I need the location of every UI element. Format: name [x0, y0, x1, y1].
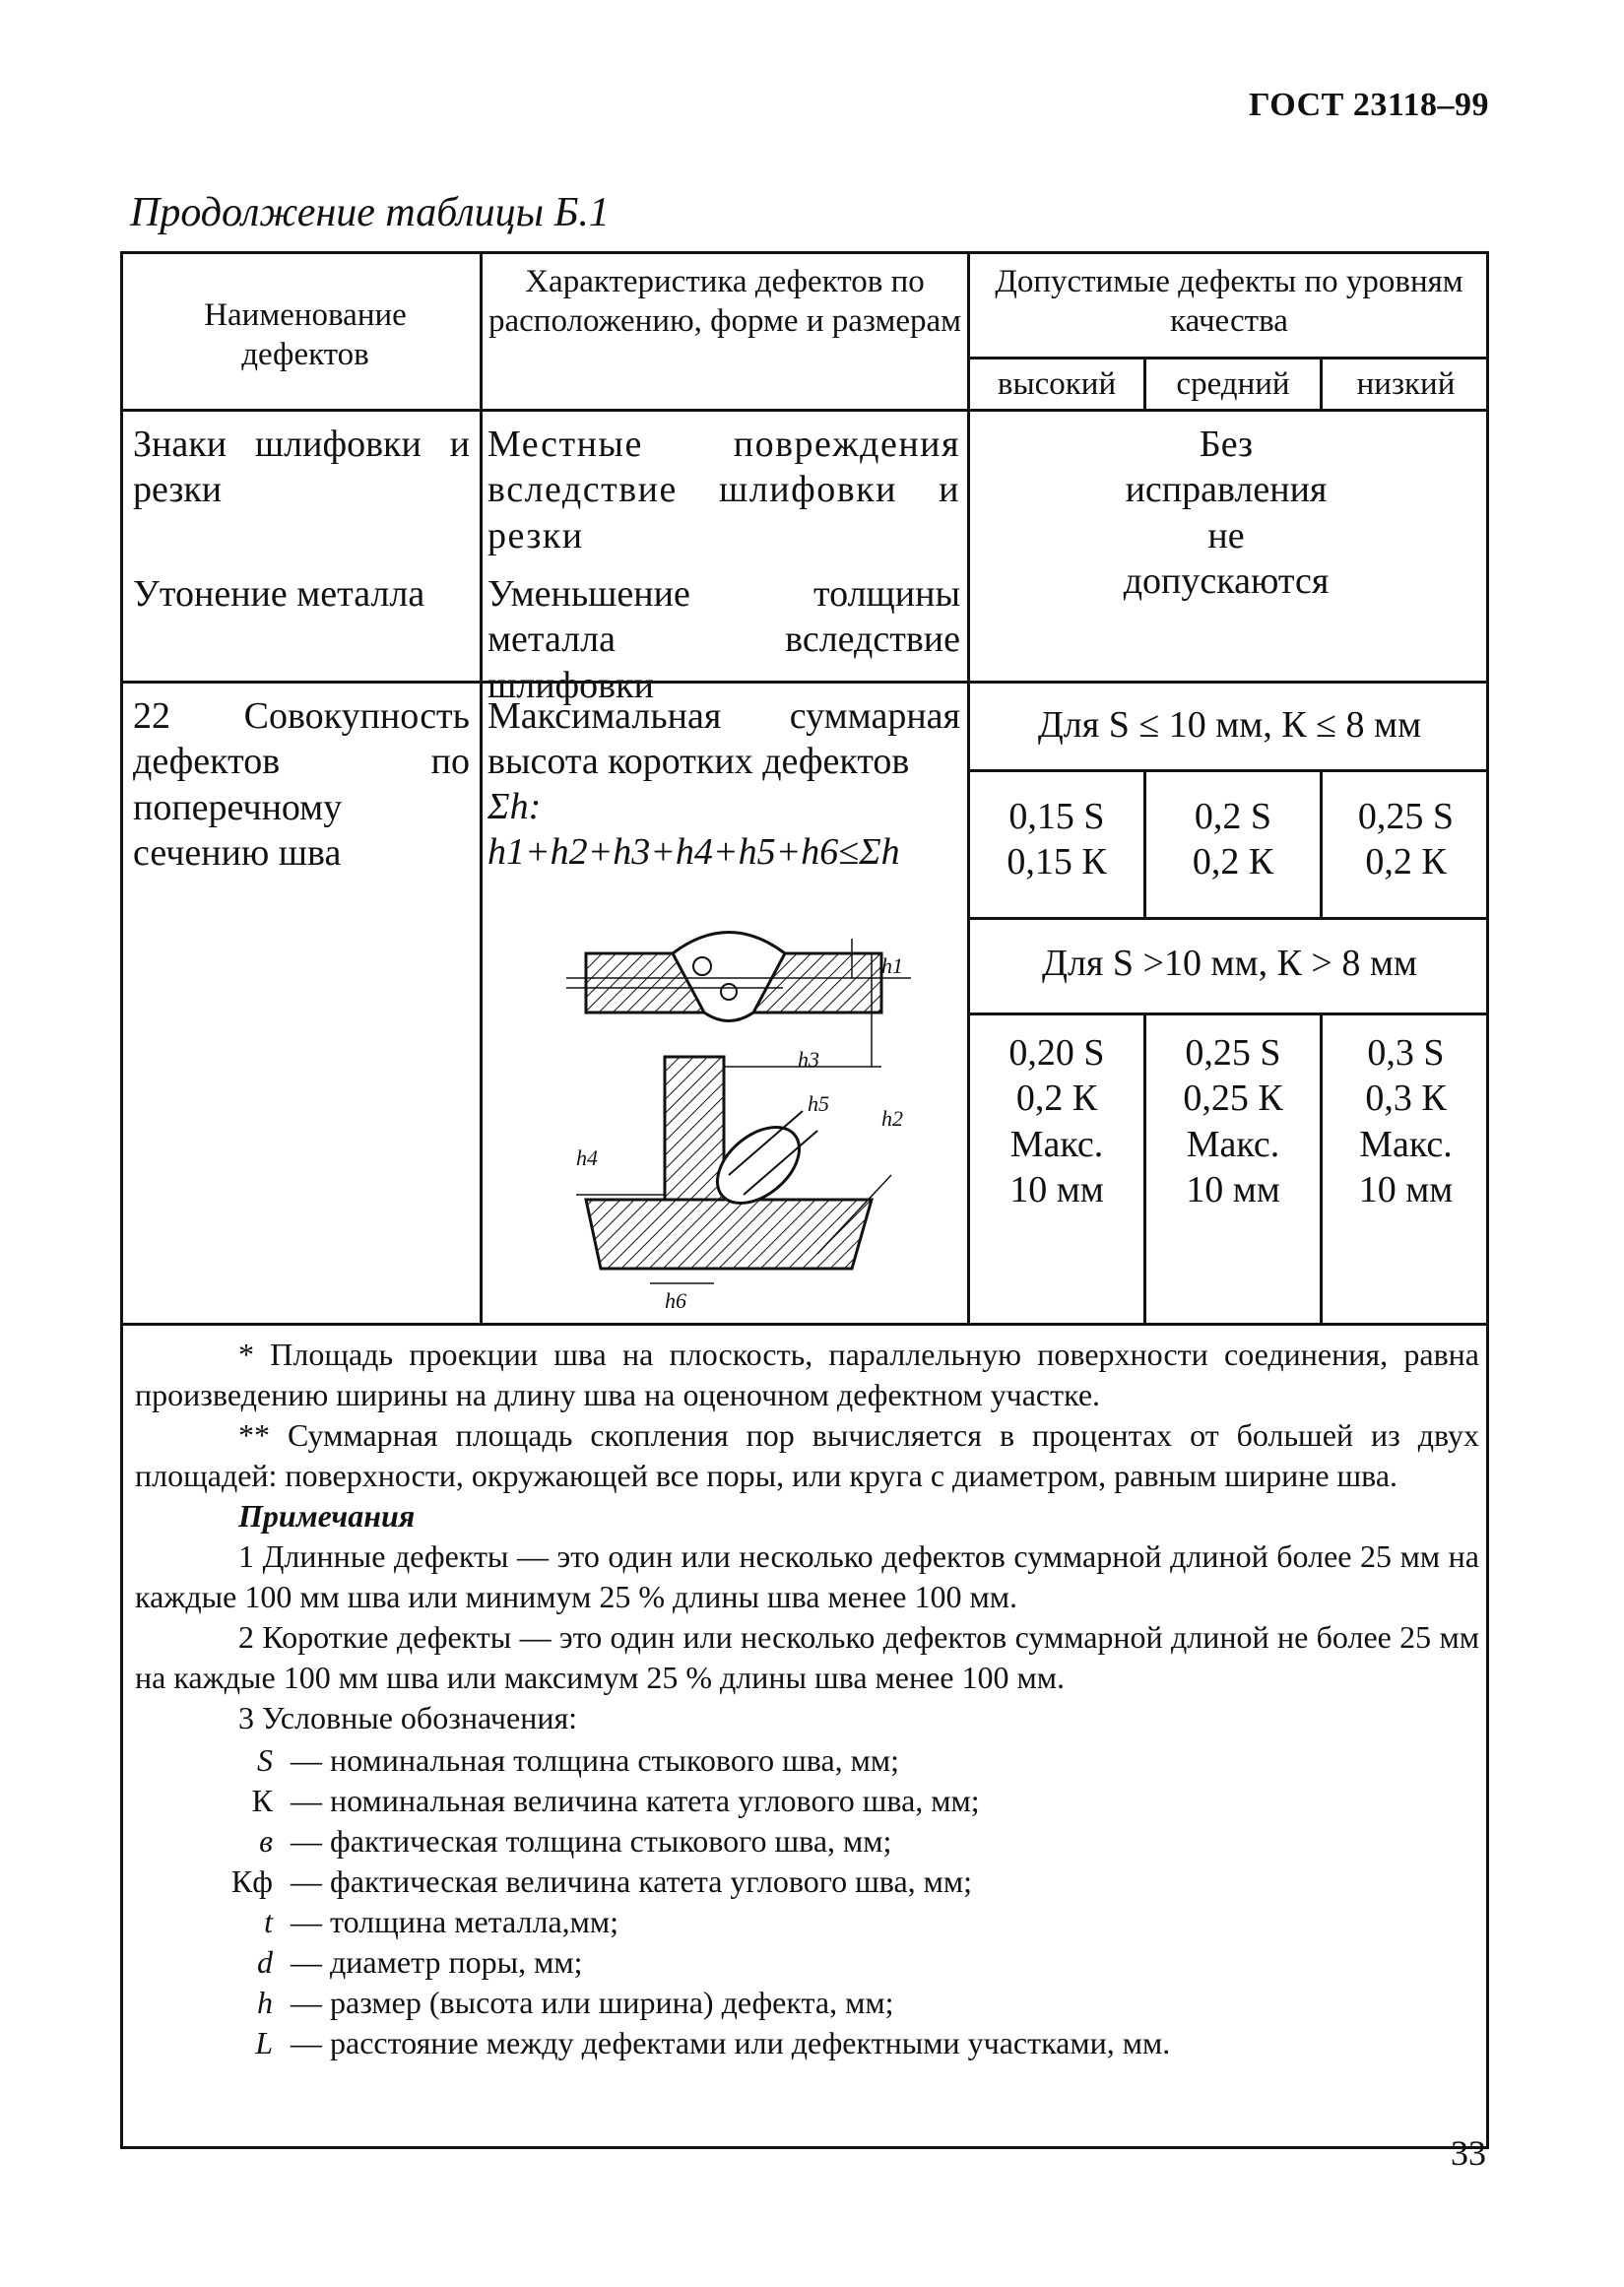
row1-allowed: Без исправления не допускаются: [1123, 424, 1330, 603]
level-high: высокий: [997, 366, 1117, 402]
legend-item: [135, 1942, 1479, 1983]
value-line: 10 мм: [1186, 1169, 1280, 1211]
legend-dash: —: [291, 1741, 322, 1778]
legend-symbol: Кф: [230, 1862, 273, 1899]
value-line: Макс.: [1009, 1123, 1104, 1165]
grid-line: [480, 254, 483, 1323]
note-1: 1 Длинные дефекты — это один или несколько дефектов суммарной длиной более 25 мм на каждые 100 мм шва или минимум 25 % длины шва менее 100 мм.: [135, 1537, 1479, 1614]
legend-item: [135, 1983, 1479, 2023]
legend-description: номинальная толщина стыкового шва, мм;: [330, 1741, 900, 1778]
figure-label-h1: h1: [881, 953, 903, 978]
legend-symbol: К: [251, 1782, 273, 1818]
value-line: 0,25 S: [1357, 796, 1455, 837]
figure-label-h4: h4: [576, 1145, 598, 1170]
row2-name: 22 Совокупность дефектов по поперечному сечению шва: [133, 695, 470, 875]
value-high-2: [970, 1030, 1143, 1212]
header-defect-name: Наименование дефектов: [204, 297, 407, 373]
value-low-2: [1323, 1030, 1489, 1212]
butt-joint: [566, 933, 911, 1021]
value-line: 0,2 К: [1015, 1078, 1098, 1120]
grid-line: [967, 917, 1489, 920]
value-line: Макс.: [1186, 1123, 1280, 1165]
legend-symbol: S: [257, 1741, 273, 1778]
value-line: 0,25 К: [1183, 1078, 1283, 1120]
row2-sum-symbol: Σh:: [487, 786, 542, 827]
row1-char-damage: Местные повреждения вследствие шлифовки и резки: [487, 424, 960, 556]
legend-item: [135, 2023, 1479, 2063]
legend-dash: —: [291, 1862, 322, 1899]
value-line: 0,2 К: [1192, 841, 1274, 883]
legend-symbol: h: [257, 1984, 273, 2020]
row1-name-thinning: Утонение металла: [133, 573, 425, 615]
grid-line: [123, 1323, 1489, 1326]
legend-description: диаметр поры, мм;: [330, 1943, 583, 1980]
level-medium: средний: [1176, 366, 1290, 402]
figure-label-h6: h6: [665, 1288, 686, 1313]
note-2: 2 Короткие дефекты — это один или несколько дефектов суммарной длиной не более 25 мм на каждые 100 мм шва или максимум 25 % длины шва менее 100 мм.: [135, 1618, 1479, 1695]
grid-line: [123, 409, 1489, 412]
legend-item: [135, 1862, 1479, 1902]
value-line: 10 мм: [1358, 1169, 1454, 1211]
note-3: 3 Условные обозначения:: [238, 1699, 578, 1735]
legend-symbol: в: [259, 1822, 273, 1859]
value-line: Макс.: [1359, 1123, 1453, 1165]
row1-name-grinding: Знаки шлифовки и резки: [133, 424, 470, 511]
row2-formula: h1+h2+h3+h4+h5+h6≤Σh: [487, 831, 900, 873]
figure-label-h3: h3: [798, 1047, 819, 1072]
footnote-1: * Площадь проекции шва на плоскость, параллельную поверхности соединения, равна произведению ширины на длину шва на оценочном дефектном участке.: [135, 1337, 1479, 1412]
value-line: 0,3 К: [1365, 1078, 1447, 1120]
condition-small: Для S ≤ 10 мм, К ≤ 8 мм: [1037, 704, 1422, 746]
figure-label-h2: h2: [881, 1106, 903, 1131]
value-medium-2: [1146, 1030, 1320, 1212]
legend-description: расстояние между дефектами или дефектными участками, мм.: [330, 2024, 1171, 2060]
header-allowed-defects: Допустимые дефекты по уровням качества: [995, 264, 1463, 340]
footnote-2: ** Суммарная площадь скопления пор вычисляется в процентах от большей из двух площадей: поверхности, окружающей все поры, или круга с диаметром, равным ширине шва.: [135, 1416, 1479, 1493]
legend-item: [135, 1821, 1479, 1862]
legend-dash: —: [291, 1943, 322, 1980]
value-line: 0,25 S: [1185, 1032, 1281, 1074]
legend-description: фактическая толщина стыкового шва, мм;: [330, 1822, 892, 1859]
value-line: 0,3 S: [1367, 1032, 1445, 1074]
table-caption: Продолжение таблицы Б.1: [130, 190, 610, 235]
legend-dash: —: [291, 1984, 322, 2020]
value-line: 0,2 К: [1365, 841, 1447, 883]
value-line: 0,20 S: [1008, 1032, 1105, 1074]
value-high-1: [970, 794, 1143, 885]
legend-dash: —: [291, 1822, 322, 1859]
legend-dash: —: [291, 1903, 322, 1939]
legend-description: номинальная величина катета углового шва, мм;: [330, 1782, 980, 1818]
weld-cross-section-figure: [556, 929, 921, 1313]
legend-item: [135, 1781, 1479, 1821]
header-characteristics: Характеристика дефектов по расположению, форме и размерам: [488, 264, 961, 340]
notes-title: Примечания: [238, 1497, 416, 1534]
value-medium-1: [1146, 794, 1320, 885]
value-line: 0,2 S: [1194, 796, 1272, 837]
row2-char: Максимальная суммарная высота коротких дефектов: [487, 695, 960, 783]
grid-line: [967, 1013, 1489, 1015]
legend-symbol: L: [255, 2024, 273, 2060]
grid-line: [967, 357, 1489, 359]
value-line: 0,15 К: [1007, 841, 1107, 883]
legend-symbol: t: [264, 1903, 273, 1939]
legend-symbol: d: [257, 1943, 273, 1980]
legend-description: размер (высота или ширина) дефекта, мм;: [330, 1984, 894, 2020]
row1-char-thickness: Уменьшение толщины металла вследствие шлифовки: [487, 573, 960, 706]
legend-item: [135, 1740, 1479, 1781]
value-line: 10 мм: [1009, 1169, 1104, 1211]
legend-description: фактическая величина катета углового шва, мм;: [330, 1862, 973, 1899]
value-low-1: [1323, 794, 1489, 885]
legend-dash: —: [291, 1782, 322, 1818]
standard-number: ГОСТ 23118–99: [1248, 87, 1489, 123]
level-low: низкий: [1356, 366, 1456, 402]
condition-large: Для S >10 мм, К > 8 мм: [1042, 943, 1417, 984]
legend-dash: —: [291, 2024, 322, 2060]
notes-section: [135, 1335, 1479, 2063]
figure-label-h5: h5: [808, 1091, 829, 1116]
legend-item: [135, 1902, 1479, 1942]
page-number: 33: [1451, 2133, 1486, 2173]
grid-line: [967, 769, 1489, 772]
value-line: 0,15 S: [1008, 796, 1105, 837]
legend-list: [135, 1740, 1479, 2063]
legend-description: толщина металла,мм;: [330, 1903, 619, 1939]
